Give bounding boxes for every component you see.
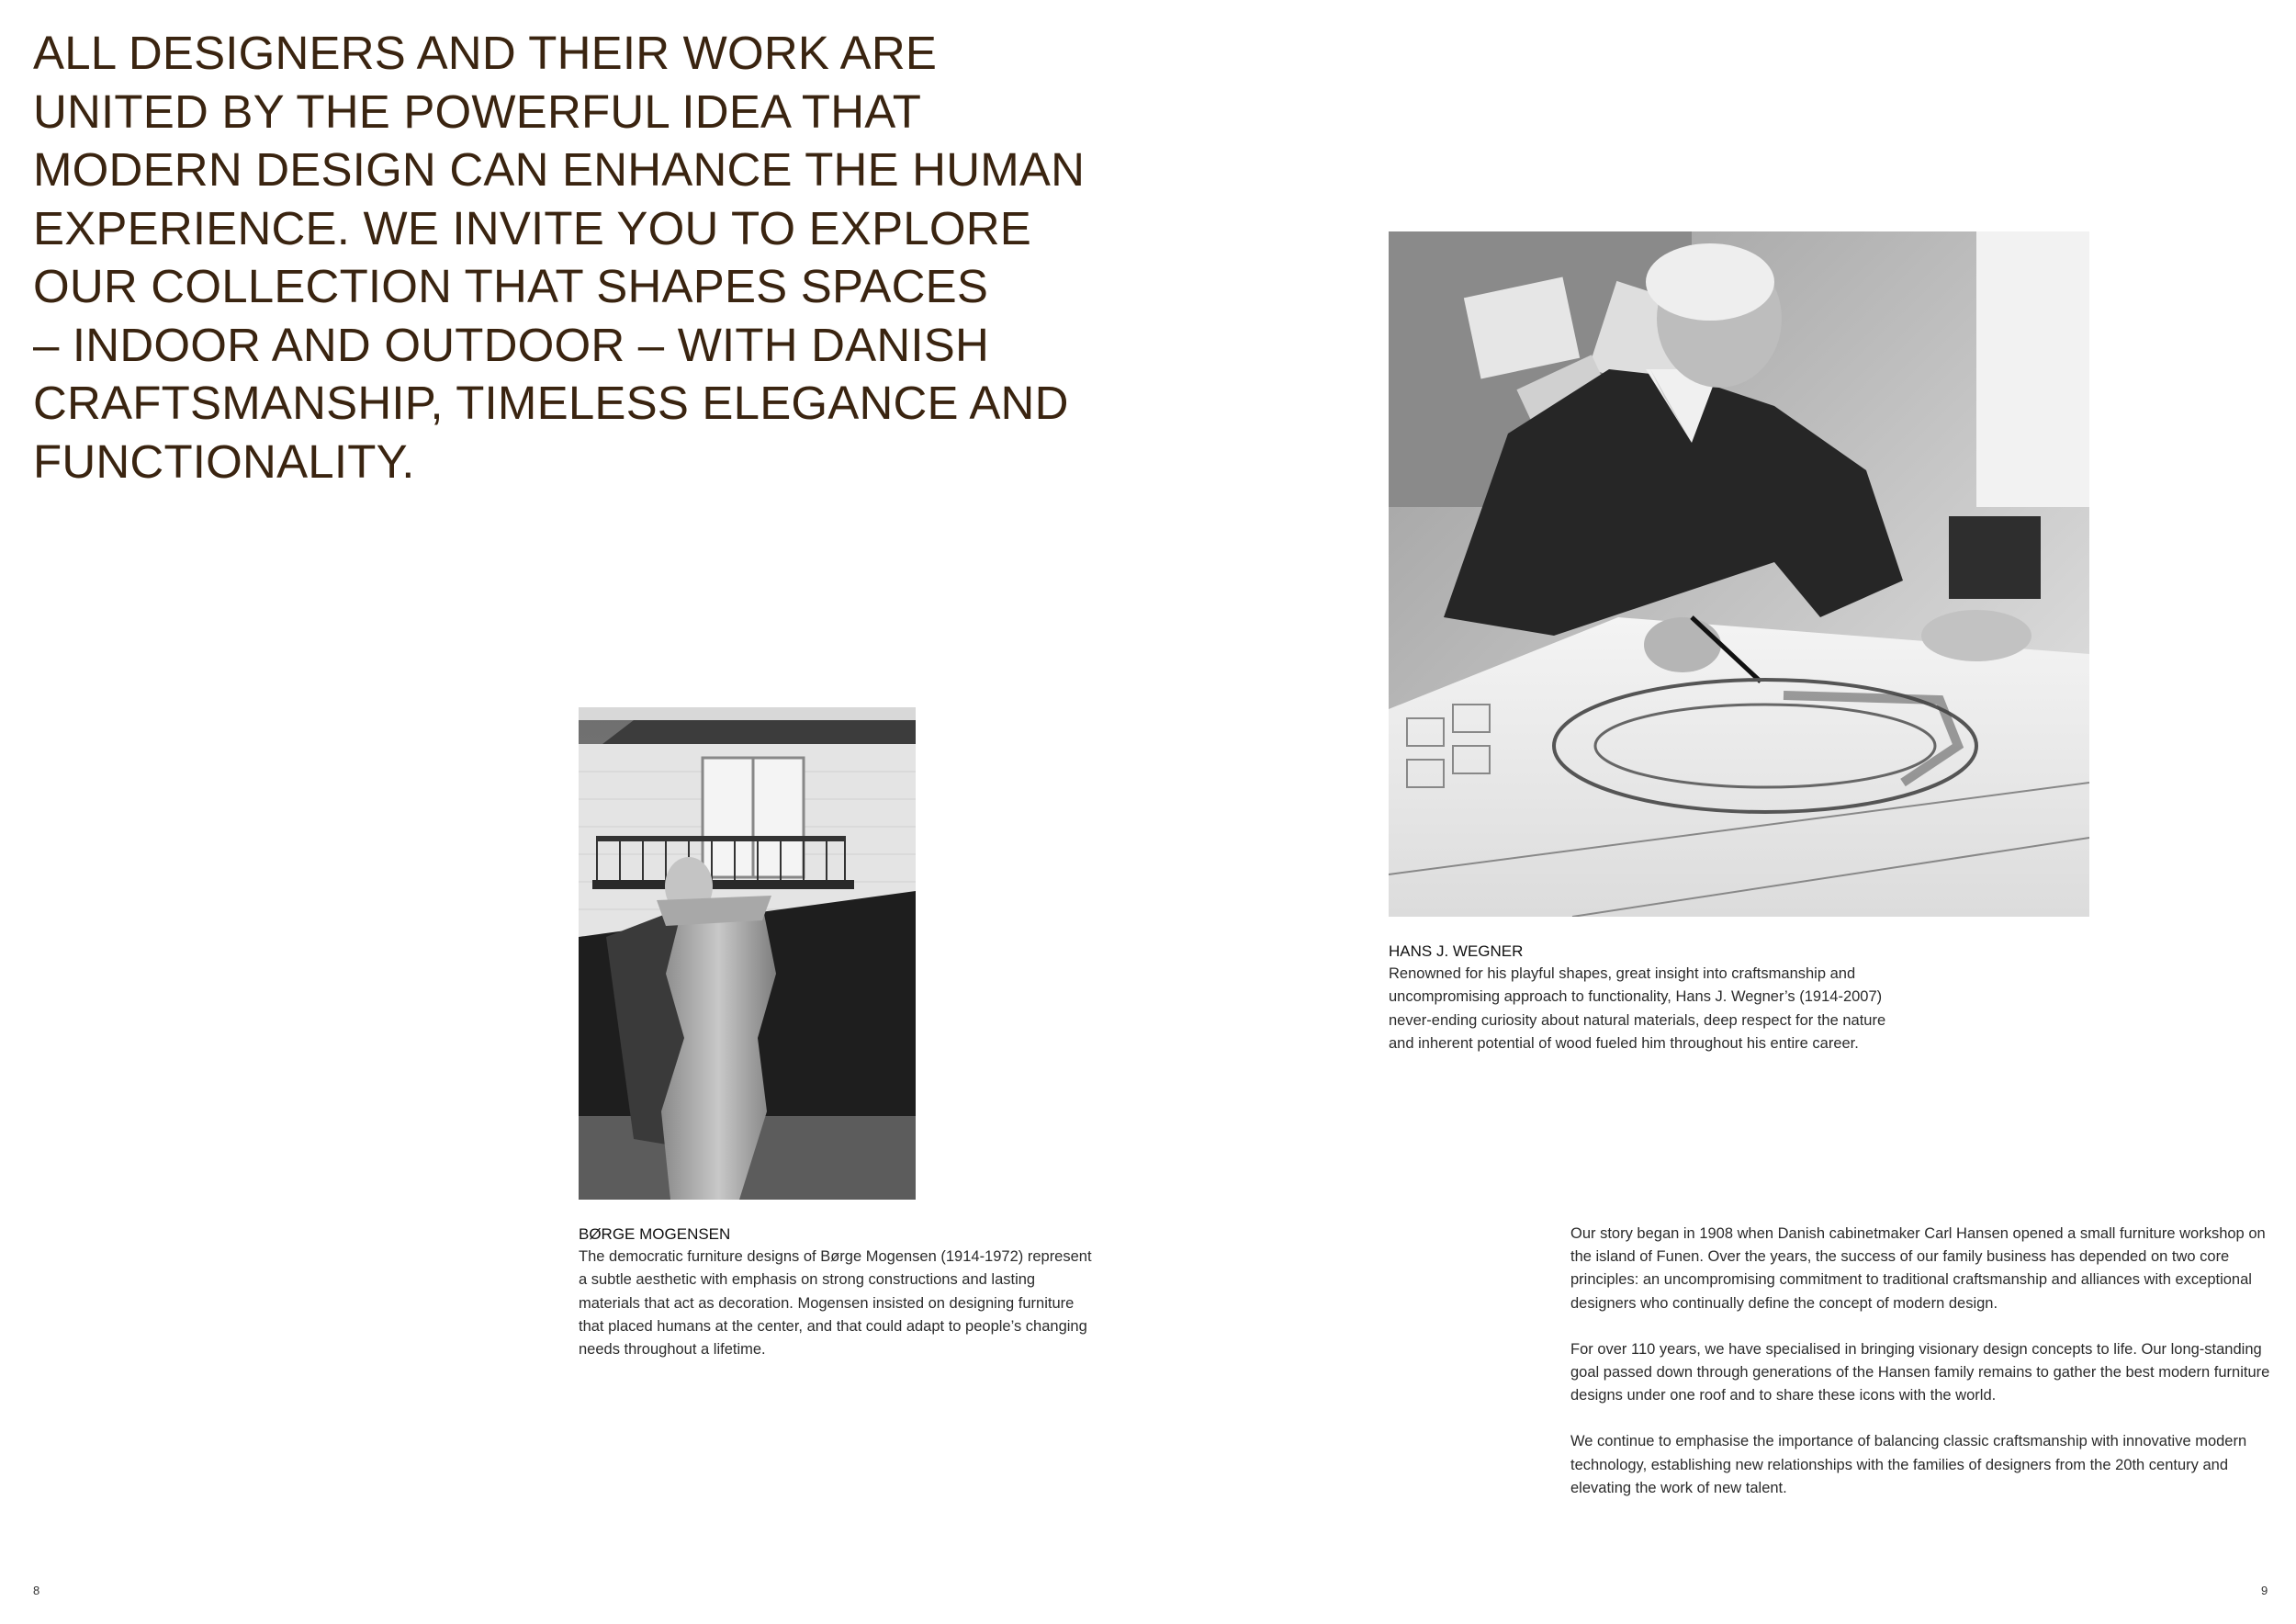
wegner-caption	[1389, 940, 1912, 1055]
headline	[33, 24, 1154, 491]
story-paragraph: We continue to emphasise the importance of balancing classic craftsmanship with innovative modern technology, establishing new relationships with the families of designers from the 20th century and elevating the work of new talent.	[1570, 1433, 2247, 1496]
headline-line: OUR COLLECTION THAT SHAPES SPACES	[33, 260, 989, 312]
page-number-left: 8	[33, 1584, 40, 1597]
photo-of-designer-with-sculpture-icon	[579, 707, 916, 1200]
designer-name: HANS J. WEGNER	[1389, 942, 1524, 960]
headline-line: CRAFTSMANSHIP, TIMELESS ELEGANCE AND	[33, 377, 1069, 429]
headline-line: – INDOOR AND OUTDOOR – WITH DANISH	[33, 318, 990, 371]
headline-line: FUNCTIONALITY.	[33, 434, 415, 488]
headline-line: EXPERIENCE. WE INVITE YOU TO EXPLORE	[33, 201, 1031, 254]
headline-line: UNITED BY THE POWERFUL IDEA THAT	[33, 85, 922, 138]
page-number-right: 9	[2261, 1584, 2268, 1597]
story-paragraph: Our story began in 1908 when Danish cabinetmaker Carl Hansen opened a small furniture workshop on the island of Funen. Over the years, the success of our family business has depended on two core principles: an uncompromising commitment to traditional craftsmanship and alliances with exceptional designers who continually define the concept of modern design.	[1570, 1225, 2266, 1312]
story-paragraph: For over 110 years, we have specialised in bringing visionary design concepts to life. Our long-standing goal passed down through generations of the Hansen family remains to gather the best modern furniture designs under one roof and to share these icons with the world.	[1570, 1340, 2270, 1404]
mogensen-photo	[579, 707, 916, 1200]
headline-line: MODERN DESIGN CAN ENHANCE THE HUMAN	[33, 143, 1086, 196]
designer-name: BØRGE MOGENSEN	[579, 1225, 731, 1243]
photo-of-designer-drawing-icon	[1389, 231, 2089, 917]
company-story	[1570, 1223, 2279, 1523]
mogensen-caption	[579, 1223, 1093, 1361]
wegner-photo	[1389, 231, 2089, 917]
designer-bio: Renowned for his playful shapes, great insight into craftsmanship and uncompromising approach to functionality, Hans J. Wegner’s (1914-2007) never-ending curiosity about natural materials, deep respect for the nature and inherent potential of wood fueled him throughout his entire career.	[1389, 965, 1886, 1052]
designer-bio: The democratic furniture designs of Børge Mogensen (1914-1972) represent a subtle aesthetic with emphasis on strong constructions and lasting materials that act as decoration. Mogensen insisted on designing furniture that placed humans at the center, and that could adapt to people’s changing needs throughout a lifetime.	[579, 1248, 1092, 1359]
headline-line: ALL DESIGNERS AND THEIR WORK ARE	[33, 27, 938, 79]
